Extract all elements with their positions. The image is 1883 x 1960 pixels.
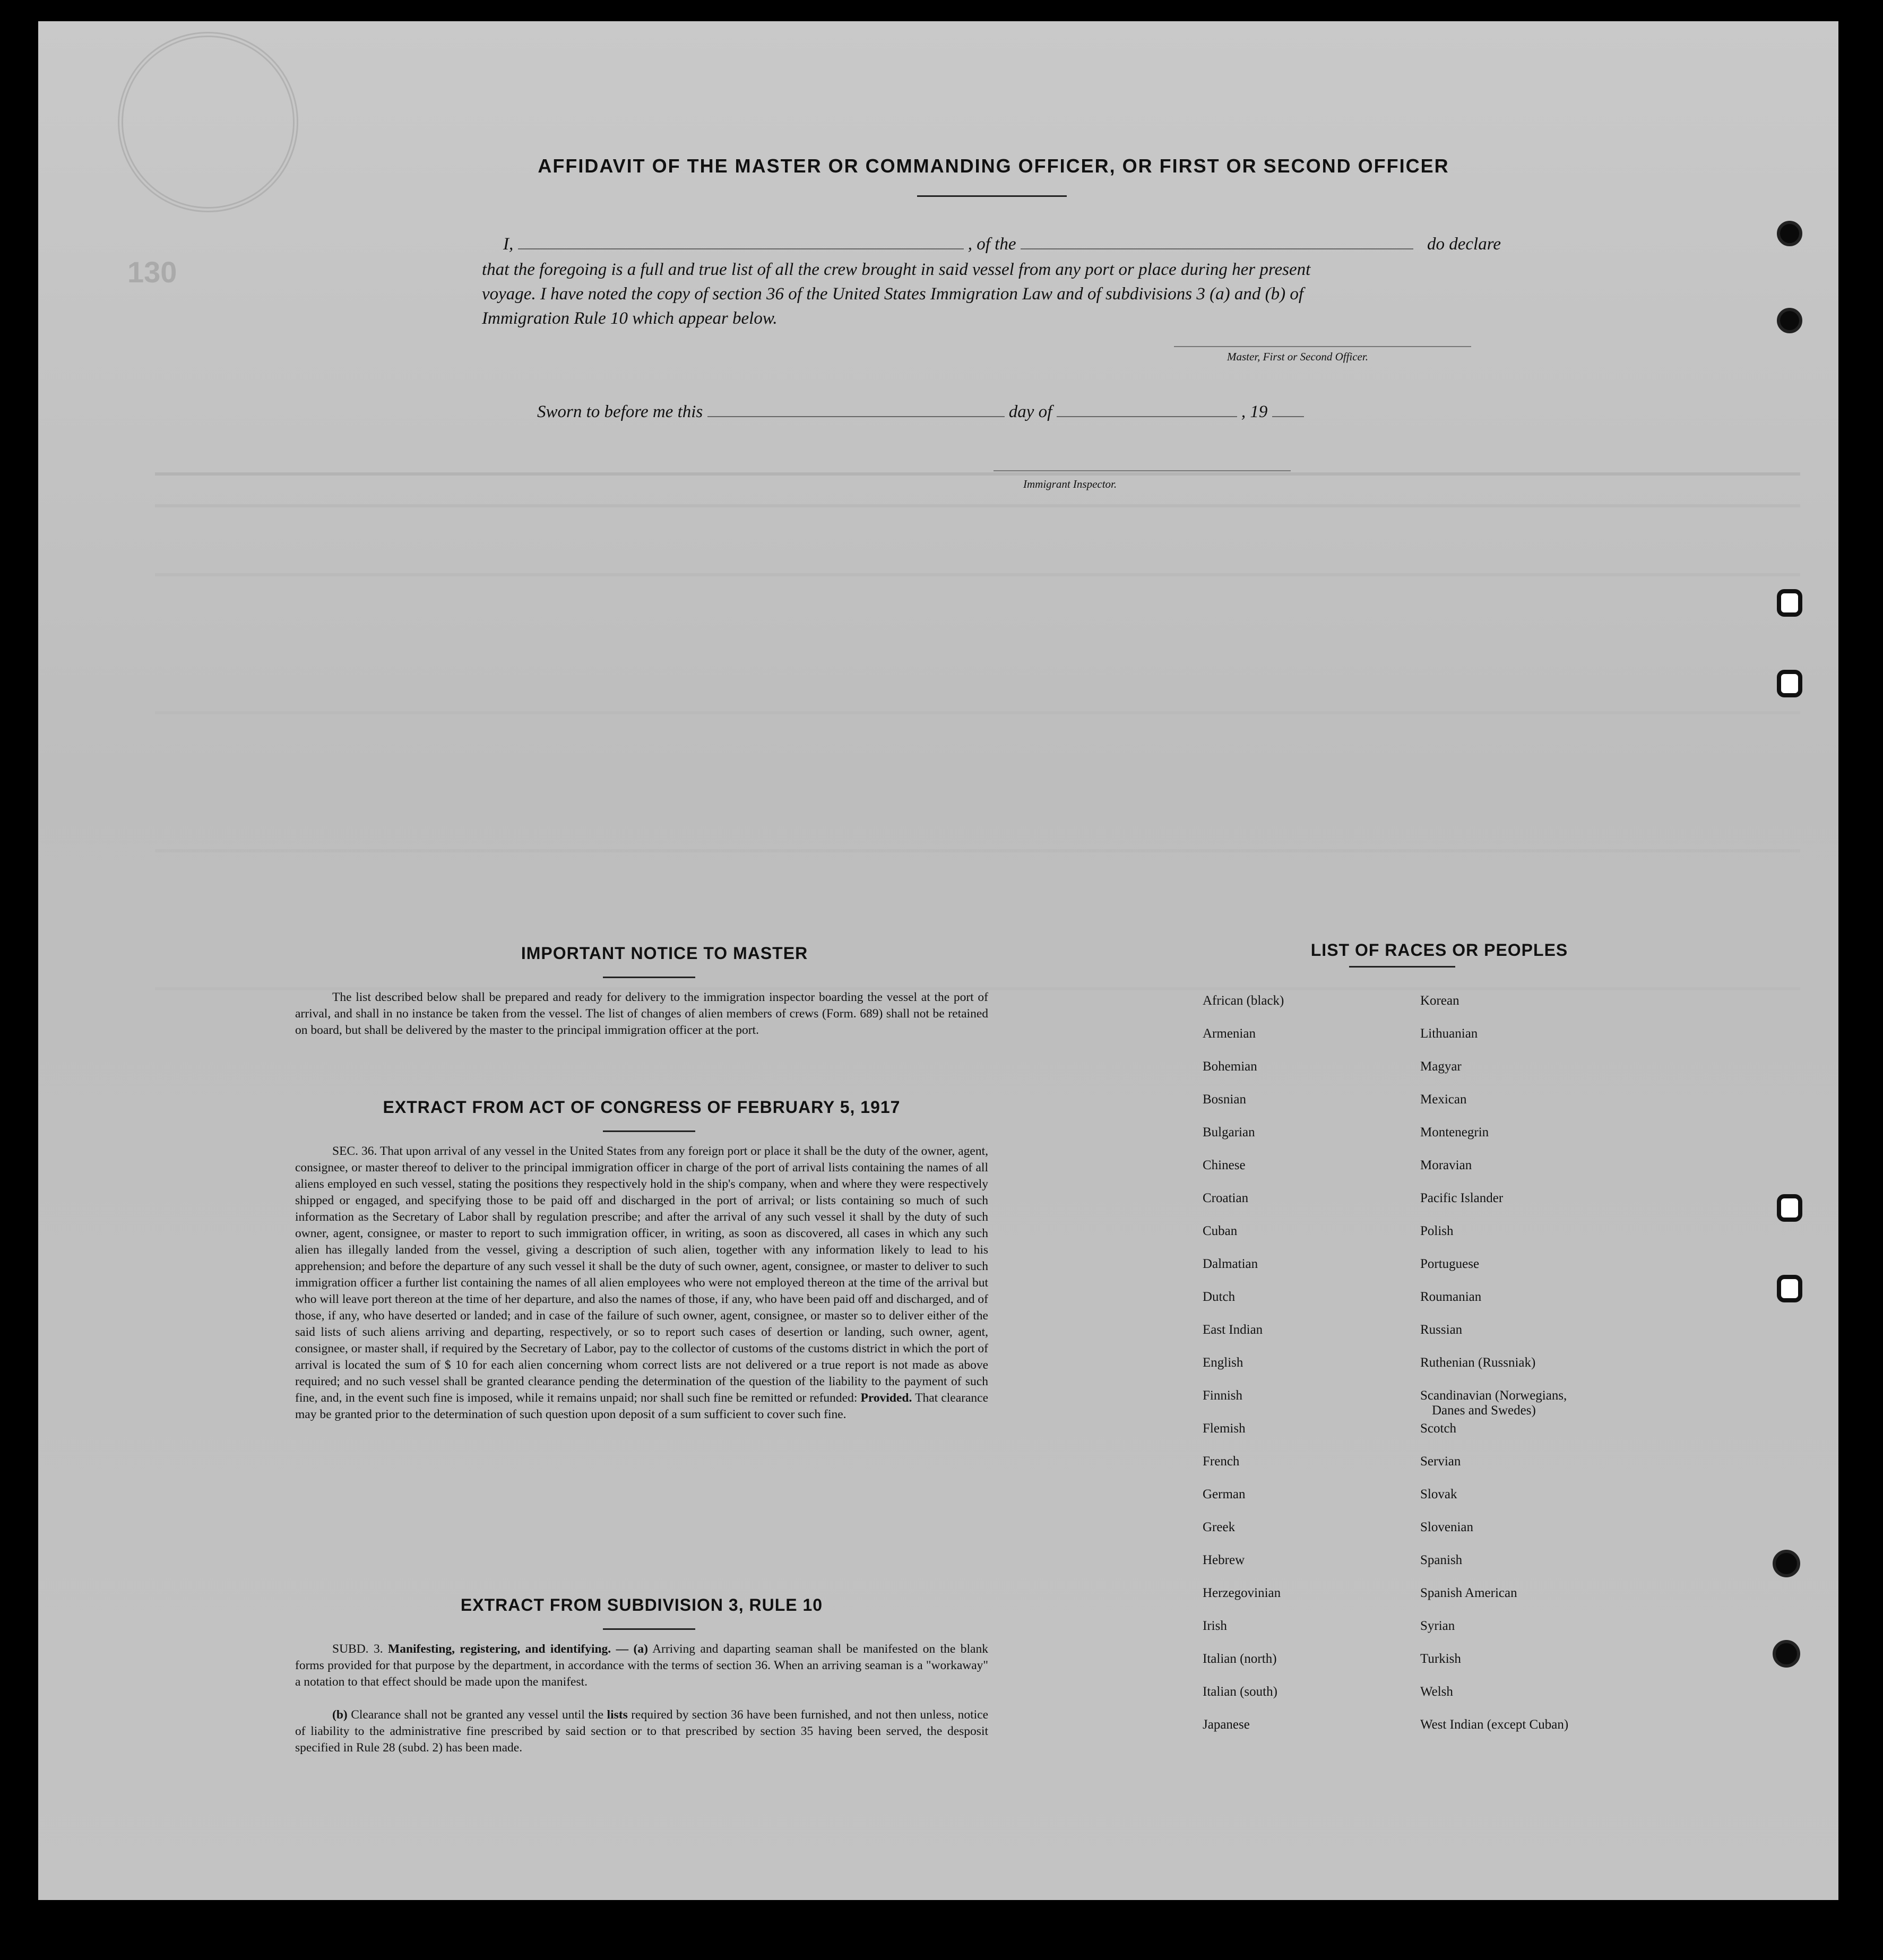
provided-label: Provided.	[860, 1391, 912, 1405]
race-item: Chinese	[1203, 1158, 1246, 1172]
race-item: Armenian	[1203, 1026, 1256, 1041]
of-the-label: , of the	[968, 235, 1016, 254]
race-item: Bosnian	[1203, 1092, 1246, 1107]
extract-rule-title: EXTRACT FROM SUBDIVISION 3, RULE 10	[460, 1595, 823, 1614]
binder-hole	[1777, 670, 1802, 697]
stamp-seal	[118, 32, 298, 212]
race-item: Moravian	[1420, 1158, 1472, 1172]
sworn-day-blank[interactable]	[707, 411, 1005, 417]
race-item: Spanish	[1420, 1553, 1463, 1567]
race-item: Slovenian	[1420, 1520, 1473, 1534]
race-item: Bohemian	[1203, 1059, 1257, 1074]
race-item: German	[1203, 1487, 1246, 1501]
race-item: Italian (north)	[1203, 1652, 1277, 1666]
race-item: Flemish	[1203, 1421, 1246, 1436]
sworn-label: Sworn to before me this	[537, 402, 703, 421]
race-item: French	[1203, 1454, 1240, 1469]
binder-hole	[1773, 1550, 1800, 1577]
extract-rule-a	[295, 1641, 988, 1690]
races-right-column	[1420, 994, 1696, 1758]
race-item: Italian (south)	[1203, 1685, 1277, 1699]
extract-act-underline	[603, 1130, 695, 1132]
subd-b-label: (b)	[332, 1708, 348, 1722]
race-item: Hebrew	[1203, 1553, 1245, 1567]
race-item: Irish	[1203, 1619, 1227, 1633]
affidavit-line-3: voyage. I have noted the copy of section 36 of the United States Immigration Law and of subdivisions 3 (a) and (b) of	[482, 284, 1304, 304]
extract-act-text	[295, 1143, 988, 1423]
binder-hole	[1777, 221, 1802, 246]
race-item: Korean	[1420, 994, 1459, 1008]
affidavit-line-2: that the foregoing is a full and true list of all the crew brought in said vessel from any port or place during her present	[482, 260, 1311, 279]
bleed-through-line	[155, 711, 1800, 714]
race-item: Scotch	[1420, 1421, 1457, 1436]
document-page	[38, 21, 1838, 1900]
i-label: I,	[503, 235, 514, 254]
extract-act-title: EXTRACT FROM ACT OF CONGRESS OF FEBRUARY 5, 1917	[383, 1098, 901, 1117]
race-item: Scandinavian (Norwegians,	[1420, 1388, 1567, 1403]
race-item: Russian	[1420, 1323, 1463, 1337]
race-item: Cuban	[1203, 1224, 1238, 1238]
extract-rule-underline	[603, 1628, 695, 1630]
inspector-label: Immigrant Inspector.	[1023, 478, 1117, 490]
year-label: , 19	[1241, 402, 1268, 421]
affidavit-title: AFFIDAVIT OF THE MASTER OR COMMANDING OFFICER, OR FIRST OR SECOND OFFICER	[538, 155, 1449, 177]
notice-title: IMPORTANT NOTICE TO MASTER	[521, 944, 808, 963]
title-underline	[917, 195, 1067, 197]
race-item: Magyar	[1420, 1059, 1462, 1074]
race-item: West Indian (except Cuban)	[1420, 1717, 1569, 1732]
race-item: Roumanian	[1420, 1290, 1482, 1304]
subd-b-text-2: required by section 36 have been furnished, and not then unless, notice of liability to the administrative fine prescribed by said section or to that prescribed by section 35 having been served, the desposit specified in Rule 28 (subd. 2) has been made.	[295, 1708, 988, 1755]
binder-hole	[1777, 308, 1802, 333]
race-item-continuation: Danes and Swedes)	[1432, 1403, 1536, 1418]
race-item: Mexican	[1420, 1092, 1467, 1107]
race-item: Bulgarian	[1203, 1125, 1255, 1139]
race-item: African (black)	[1203, 994, 1284, 1008]
name-blank[interactable]	[518, 243, 964, 249]
binder-hole	[1773, 1640, 1800, 1668]
affidavit-line-4: Immigration Rule 10 which appear below.	[482, 309, 778, 328]
notice-underline	[603, 977, 695, 978]
race-item: Welsh	[1420, 1685, 1453, 1699]
races-left-column	[1203, 994, 1415, 1758]
race-item: Syrian	[1420, 1619, 1455, 1633]
race-item: Dalmatian	[1203, 1257, 1258, 1271]
bleed-through-line	[155, 472, 1800, 476]
subd-label: SUBD. 3.	[332, 1642, 383, 1656]
race-item: Servian	[1420, 1454, 1461, 1469]
sworn-line	[537, 399, 1386, 425]
race-item: Turkish	[1420, 1652, 1461, 1666]
do-declare-label: do declare	[1427, 235, 1501, 254]
sworn-year-blank[interactable]	[1272, 411, 1304, 417]
day-of-label: day of	[1008, 402, 1052, 421]
race-item: English	[1203, 1355, 1243, 1370]
race-item: Portuguese	[1420, 1257, 1480, 1271]
bleed-through-line	[155, 504, 1800, 507]
subd-b-text-1: Clearance shall not be granted any vessel until the	[351, 1708, 604, 1722]
race-item: Croatian	[1203, 1191, 1249, 1205]
race-item: Dutch	[1203, 1290, 1236, 1304]
notice-text: The list described below shall be prepared and ready for delivery to the immigration inspector boarding the vessel at the port of arrival, and shall in no instance be taken from the vessel. The list of changes of alien members of crews (Form. 689) shall not be retained on board, but shall be delivered by the master to the principal immigration officer at the port.	[295, 990, 988, 1037]
subd-a-label: — (a)	[616, 1642, 648, 1656]
master-signature-label: Master, First or Second Officer.	[1227, 350, 1368, 363]
race-item: Pacific Islander	[1420, 1191, 1504, 1205]
race-item: Herzegovinian	[1203, 1586, 1281, 1600]
vessel-blank[interactable]	[1021, 243, 1413, 249]
sec36-text: SEC. 36. That upon arrival of any vessel in the United States from any foreign port or place it shall be the duty of the owner, agent, consignee, or master thereof to deliver to the principal immigration officer in charge of the port of arrival lists containing the names of all aliens employed en such vessel, stating the positions they respectively hold in the ship's company, when and where they were respectively shipped or engaged, and specifying those to be paid off and discharged in the port of arrival; or lists containing so much of such information as the Secretary of Labor shall by regulation prescribe; and after the arrival of any such vessel it shall by the duty of such owner, agent, consignee, or master to report to such immigration officer, in writing, as soon as discovered, all cases in which any such alien has illegally landed from the vessel, giving a description of such alien, together with any information likely to lead to his apprehension; and before the departure of any such vessel it shall be the duty of such owner, agent, consignee, or master to deliver to such immigration officer a further list containing the names of all alien employees who were not employed thereon at the time of the arrival but who will leave port thereon at the time of her departure, and also the names of those, if any, who have been paid off and discharged, and of those, if any, who have deserted or landed; and in case of the failure of such owner, agent, consignee, or master so to deliver either of the said lists of such aliens arriving and departing, respectively, or so to report such cases of desertion or landing, such owner, agent, consignee, or master shall, if required by the Secretary of Labor, pay to the collector of customs of the customs district in which the port of arrival is located the sum of $ 10 for each alien concerning whom correct lists are not delivered or a true report is not made as above required; and no such vessel shall be granted clearance pending the determination of the question of the liability to the payment of such fine, and, in the event such fine is imposed, while it remains unpaid; nor shall such fine be remitted or refunded:	[295, 1144, 988, 1405]
inspector-signature-line	[994, 470, 1291, 471]
sec36-text-after: That clearance may be granted prior to the determination of such question upon deposit of a sum sufficient to cover such fine.	[295, 1391, 989, 1421]
race-item: East Indian	[1203, 1323, 1263, 1337]
subd-a-text: Arriving and daparting seaman shall be manifested on the blank forms provided for that purpose by the department, in accordance with the terms of section 36. When an arriving seaman is a "workaway" a notation to that effect should be made upon the manifest.	[295, 1642, 988, 1689]
affidavit-line-1	[482, 231, 1501, 257]
bleed-through-line	[155, 849, 1800, 852]
subd-b-lists: lists	[607, 1708, 628, 1722]
subd-heading: Manifesting, registering, and identifying.	[388, 1642, 611, 1656]
race-item: Finnish	[1203, 1388, 1243, 1403]
race-item: Ruthenian (Russniak)	[1420, 1355, 1536, 1370]
races-title: LIST OF RACES OR PEOPLES	[1310, 940, 1568, 960]
binder-hole	[1777, 1275, 1802, 1302]
master-signature-line	[1174, 346, 1471, 347]
sworn-month-blank[interactable]	[1057, 411, 1237, 417]
race-item: Japanese	[1203, 1717, 1250, 1732]
race-item: Polish	[1420, 1224, 1454, 1238]
race-item: Slovak	[1420, 1487, 1457, 1501]
bleed-through-number: 130	[127, 255, 177, 289]
races-underline	[1349, 966, 1455, 968]
binder-hole	[1777, 1194, 1802, 1222]
race-item: Spanish American	[1420, 1586, 1517, 1600]
race-item: Greek	[1203, 1520, 1236, 1534]
race-item: Lithuanian	[1420, 1026, 1478, 1041]
extract-rule-b	[295, 1707, 988, 1756]
binder-hole	[1777, 589, 1802, 617]
bleed-through-line	[155, 573, 1800, 576]
race-item: Montenegrin	[1420, 1125, 1489, 1139]
